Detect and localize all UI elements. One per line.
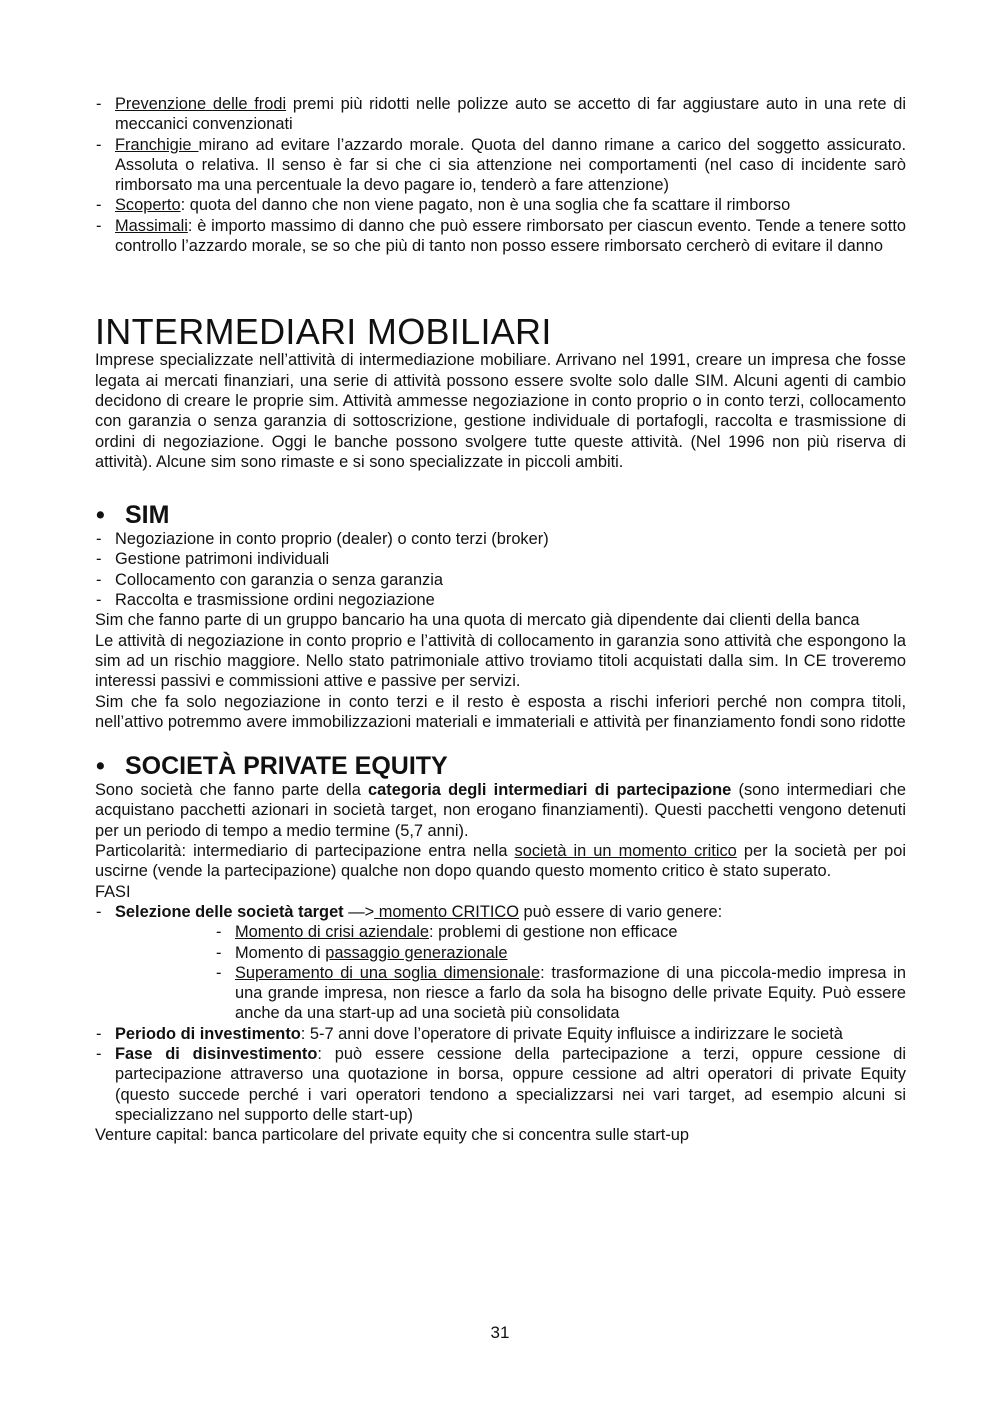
paragraph-pe-intro: Sono società che fanno parte della categoria degli intermediari di partecipazione (sono intermediari che acquistano pacchetti azionari in società target, non erogano finanziamenti). Questi pacchetti vengono detenuti per un periodo di tempo a medio termine (5,7 anni). [95,781,907,840]
list-item-massimali: - Massimali: è importo massimo di danno che può essere rimborsato per ciascun evento. Tende a tenere sotto controllo l’azzardo morale, se so che più di tanto non posso essere rimborsato cercherò di evitare il danno [95,216,906,257]
term: Prevenzione delle frodi [115,95,287,113]
term: Franchigie [115,135,199,154]
paragraph: Sim che fanno parte di un gruppo bancario ha una quota di mercato già dipendente dai clienti della banca [95,611,860,630]
list-item-scoperto: - Scoperto: quota del danno che non viene pagato, non è una soglia che fa scattare il rimborso [95,195,906,215]
heading-sim: • SIM [95,501,906,529]
term: Massimali [115,216,188,235]
list-item: - Gestione patrimoni individuali [95,549,906,569]
sublist-item-crisi: - Momento di crisi aziendale: problemi di gestione non efficace [215,922,906,942]
term: Scoperto [115,196,181,215]
paragraph: Sim che fa solo negoziazione in conto terzi e il resto è esposta a rischi inferiori perché non compra titoli, nell’attivo potremmo avere immobilizzazioni materiali e immateriali e attività per finanziamento fondi sono ridotte [95,692,906,731]
paragraph-pe-particolarita: Particolarità: intermediario di partecipazione entra nella società in un momento critico per la società per poi uscirne (vende la partecipazione) qualche non dopo quando questo momento critico è stato superato. [95,842,906,881]
heading-intermediari-mobiliari: INTERMEDIARI MOBILIARI [95,311,552,353]
list-item-disinvestimento: - Fase di disinvestimento: può essere cessione della partecipazione a terzi, oppure cessione di partecipazione attraverso una quotazione in borsa, oppure cessione ad altri operatori di private Equity (questo succede perché i vari operatori tendono a specializzarsi nei vari target, ad esempio alcuni si specializzano nel supporto delle start-up) [95,1044,906,1125]
list-item-selezione: - Selezione delle società target —> momento CRITICO può essere di vario genere: [95,902,906,922]
heading-private-equity: • SOCIETÀ PRIVATE EQUITY [95,752,906,780]
sublist-item-soglia: - Superamento di una soglia dimensionale: trasformazione di una piccola-medio impresa in una grande impresa, non riesce a farlo da sola ha bisogno delle private Equity. Può essere anche da una start-up ad una società più consolidata [215,963,906,1024]
list-item: - Raccolta e trasmissione ordini negoziazione [95,590,906,610]
list-item-investimento: - Periodo di investimento: 5-7 anni dove l’operatore di private Equity influisce a indirizzare le società [95,1024,906,1044]
label-fasi: FASI [95,882,131,901]
list-item-prevenzione: - Prevenzione delle frodi premi più ridotti nelle polizze auto se accetto di far aggiustare auto in una rete di meccanici convenzionati [95,94,906,135]
paragraph-intermediari: Imprese specializzate nell’attività di intermediazione mobiliare. Arrivano nel 1991, creare un impresa che fosse legata ai mercati finanziari, una serie di attività possono essere svolte solo dalle SIM. Alcuni agenti di cambio decidono di creare le proprie sim. Attività ammesse negoziazione in conto proprio o in conto terzi, collocamento con garanzia o senza garanzia di sottoscrizione, gestione individuale di portafogli, raccolta e trasmissione di ordini di negoziazione. Oggi le banche possono svolgere tutte queste attività. (Nel 1996 non più riserva di attività). Alcune sim sono rimaste e si sono specializzate in piccoli ambiti. [95,351,906,471]
list-item-franchigie: - Franchigie mirano ad evitare l’azzardo morale. Quota del danno rimane a carico del soggetto assicurato. Assoluta o relativa. Il senso è far si che ci sia attenzione nei comportamenti (nel caso di incidente sarò rimborsato ma una percentuale la devo pagare io, tenderò a fare attenzione) [95,135,906,196]
sublist-item-passaggio: - Momento di passaggio generazionale [215,943,906,963]
list-item: - Negoziazione in conto proprio (dealer) o conto terzi (broker) [95,529,906,549]
list-item: - Collocamento con garanzia o senza garanzia [95,570,906,590]
document-page [95,94,906,1145]
paragraph: Le attività di negoziazione in conto proprio e l’attività di collocamento in garanzia sono attività che espongono la sim ad un rischio maggiore. Nello stato patrimoniale attivo troviamo titoli acquistati dalla sim. In CE troveremo interessi passivi e commissioni attive e passive per servizi. [95,631,906,691]
paragraph-venture-capital: Venture capital: banca particolare del private equity che si concentra sulle start-up [95,1126,690,1145]
page-number: 31 [490,1323,510,1342]
